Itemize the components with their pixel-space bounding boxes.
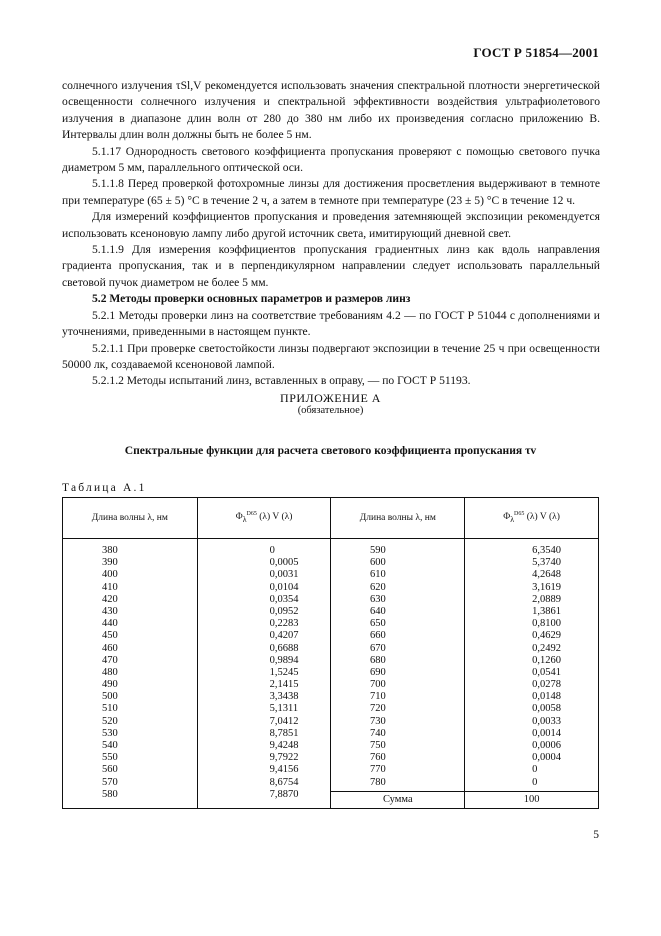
table-cell-value: 6,3540	[532, 545, 562, 556]
table-cell-wavelength: 410	[101, 581, 118, 593]
table-cell-wavelength: 630	[369, 593, 386, 605]
table-cell-value: 0,0005	[269, 557, 299, 569]
table-cell-wavelength: 670	[369, 642, 386, 654]
table-cell-value: 0	[269, 545, 275, 556]
table-header-row	[63, 498, 599, 539]
table-cell-value: 7,8870	[269, 788, 299, 800]
table-cell-value: 8,6754	[269, 776, 299, 788]
table-cell-value: 4,2648	[532, 569, 562, 581]
table-cell-wavelength: 640	[369, 605, 386, 617]
paragraph: 5.1.1.9 Для измерения коэффициентов пропускания градиентных линз как вдоль направления градиента пропускания, так и в перпендикулярном направлении следует использовать параллельный световой пучок диаметром не более 5 мм.	[62, 243, 600, 289]
paragraph: 5.1.1.8 Перед проверкой фотохромные линзы для достижения просветления выдерживают в темноте при температуре (65 ± 5) °С в течение 2 ч, а затем в темноте при температуре (23 ± 5) °С в течение 12 ч.	[62, 177, 600, 207]
right-wavelength-column	[331, 539, 465, 792]
table-cell-wavelength: 590	[369, 545, 386, 556]
table-cell-value: 0,0541	[532, 666, 562, 678]
table-cell-value: 0,0104	[269, 581, 299, 593]
table-body-row	[63, 539, 599, 792]
table-cell-value: 3,3438	[269, 691, 299, 703]
table-cell-value: 0,6688	[269, 642, 299, 654]
table-cell-value: 0,0354	[269, 593, 299, 605]
paragraph: 5.2.1.1 При проверке светостойкости линзы подвергают экспозиции в течение 25 ч при освещенности 50000 лк, создаваемой ксеноновой лампой.	[62, 341, 600, 371]
table-cell-value: 0,0004	[532, 752, 562, 764]
table-cell-wavelength: 550	[101, 752, 118, 764]
func-sup: D65	[514, 511, 525, 518]
table-cell-wavelength: 720	[369, 703, 386, 715]
page-header-title: ГОСТ Р 51854—2001	[473, 45, 599, 60]
appendix-heading: Спектральные функции для расчета светового коэффициента пропускания τv	[124, 444, 537, 457]
table-cell-wavelength: 400	[101, 569, 118, 581]
table-cell-value: 2,1415	[269, 679, 299, 691]
table-cell-value: 0	[532, 776, 538, 788]
table-cell-wavelength: 570	[101, 776, 118, 788]
right-value-column	[465, 539, 599, 792]
table-cell-value: 5,3740	[532, 557, 562, 569]
table-cell-wavelength: 390	[101, 557, 118, 569]
table-cell-wavelength: 600	[369, 557, 386, 569]
table-cell-wavelength: 660	[369, 630, 386, 642]
section-heading: 5.2 Методы проверки основных параметров и размеров линз	[92, 292, 411, 306]
func-sub: λ	[510, 515, 515, 525]
table-cell-wavelength: 560	[101, 764, 118, 776]
table-cell-wavelength: 510	[101, 703, 118, 715]
table-cell-value: 9,7922	[269, 752, 299, 764]
left-wavelength-column	[63, 539, 198, 809]
table-cell-wavelength: 540	[101, 740, 118, 751]
sum-label: Сумма	[331, 791, 465, 808]
table-cell-value: 0,0278	[532, 679, 562, 691]
page-number: 5	[593, 829, 599, 841]
table-cell-wavelength: 610	[369, 569, 386, 581]
table-cell-wavelength: 700	[369, 679, 386, 691]
table-cell-wavelength: 440	[101, 618, 118, 630]
table-cell-wavelength: 780	[369, 776, 386, 788]
table-cell-wavelength: 730	[369, 715, 386, 727]
table-cell-wavelength: 650	[369, 618, 386, 630]
table-cell-value: 5,1311	[269, 703, 299, 715]
body-text	[62, 78, 600, 390]
table-cell-wavelength: 620	[369, 581, 386, 593]
table-cell-value: 0,0058	[532, 703, 562, 715]
table-cell-wavelength: 420	[101, 593, 118, 605]
table-cell-value: 0,2492	[532, 642, 562, 654]
table-label: Таблица А.1	[62, 482, 147, 494]
spectral-table	[62, 497, 599, 809]
table-cell-value: 0,0148	[532, 691, 562, 703]
table-cell-value: 3,1619	[532, 581, 562, 593]
table-cell-wavelength: 530	[101, 727, 118, 739]
table-cell-value: 0,0006	[532, 740, 562, 751]
paragraph: 5.2.1.2 Методы испытаний линз, вставленных в оправу, — по ГОСТ Р 51193.	[92, 374, 471, 388]
table-cell-wavelength: 470	[101, 654, 118, 666]
func-suffix: (λ) V (λ)	[524, 512, 560, 523]
table-cell-value: 0,2283	[269, 618, 299, 630]
table-cell-wavelength: 430	[101, 605, 118, 617]
table-cell-value: 9,4248	[269, 740, 299, 751]
table-cell-wavelength: 710	[369, 691, 386, 703]
table-cell-wavelength: 740	[369, 727, 386, 739]
sum-value: 100	[465, 791, 599, 808]
appendix-title: ПРИЛОЖЕНИЕ А	[280, 391, 381, 405]
paragraph: Для измерений коэффициентов пропускания и проведения затемняющей экспозиции рекомендуется использовать ксеноновую лампу либо другой источник света, имитирующий дневной свет.	[62, 210, 600, 240]
table-cell-wavelength: 750	[369, 740, 386, 751]
table-cell-wavelength: 380	[101, 545, 118, 556]
header-function-right	[465, 498, 599, 539]
table-cell-value: 8,7851	[269, 727, 299, 739]
header-wavelength-right: Длина волны λ, нм	[331, 498, 465, 539]
func-prefix: Φ	[235, 512, 243, 523]
table-cell-value: 0	[532, 764, 538, 776]
appendix-subtitle: (обязательное)	[297, 405, 364, 416]
table-cell-wavelength: 680	[369, 654, 386, 666]
table-cell-wavelength: 480	[101, 666, 118, 678]
table-cell-wavelength: 460	[101, 642, 118, 654]
func-sub: λ	[242, 515, 247, 525]
table-cell-wavelength: 690	[369, 666, 386, 678]
table-cell-value: 0,4207	[269, 630, 299, 642]
func-suffix: (λ) V (λ)	[256, 512, 293, 523]
paragraph: 5.1.17 Однородность светового коэффициента пропускания проверяют с помощью светового пучка диаметром 5 мм, параллельного оптической оси.	[62, 144, 600, 175]
func-prefix: Φ	[503, 512, 511, 523]
table-cell-wavelength: 500	[101, 691, 118, 703]
table-cell-value: 0,0952	[269, 605, 299, 617]
table-cell-value: 1,3861	[532, 605, 562, 617]
table-cell-value: 0,4629	[532, 630, 562, 642]
func-sup: D65	[246, 511, 257, 518]
table-cell-value: 0,1260	[532, 654, 562, 666]
table-cell-value: 0,8100	[532, 618, 562, 630]
paragraph: 5.2.1 Методы проверки линз на соответствие требованиям 4.2 — по ГОСТ Р 51044 с дополнениями и уточнениями, приведенными в настоящем пункте.	[62, 308, 600, 339]
table-cell-value: 0,9894	[269, 654, 299, 666]
table-cell-value: 0,0014	[532, 727, 562, 739]
paragraph: солнечного излучения τSl,V рекомендуется использовать значения спектральной плотности энергетической освещенности солнечного излучения и спектральной эффективности воздействия ультрафиолетового излучения в диапазоне длин волн от 280 до 380 нм либо их произведения согласно приложению В. Интервалы длин волн должны быть не более 5 нм.	[62, 79, 600, 142]
left-value-column	[197, 539, 331, 809]
table-cell-value: 0,0031	[269, 569, 299, 581]
table-cell-value: 9,4156	[269, 764, 299, 776]
table-cell-wavelength: 490	[101, 679, 118, 691]
table-cell-value: 1,5245	[269, 666, 299, 678]
table-cell-wavelength: 450	[101, 630, 118, 642]
header-wavelength-left: Длина волны λ, нм	[63, 498, 198, 539]
table-cell-value: 2,0889	[532, 593, 562, 605]
table-cell-wavelength: 760	[369, 752, 386, 764]
table-cell-value: 7,0412	[269, 715, 299, 727]
header-function-left	[197, 498, 331, 539]
table-cell-value: 0,0033	[532, 715, 562, 727]
table-cell-wavelength: 770	[369, 764, 386, 776]
table-cell-wavelength: 580	[101, 788, 118, 800]
table-cell-wavelength: 520	[101, 715, 118, 727]
